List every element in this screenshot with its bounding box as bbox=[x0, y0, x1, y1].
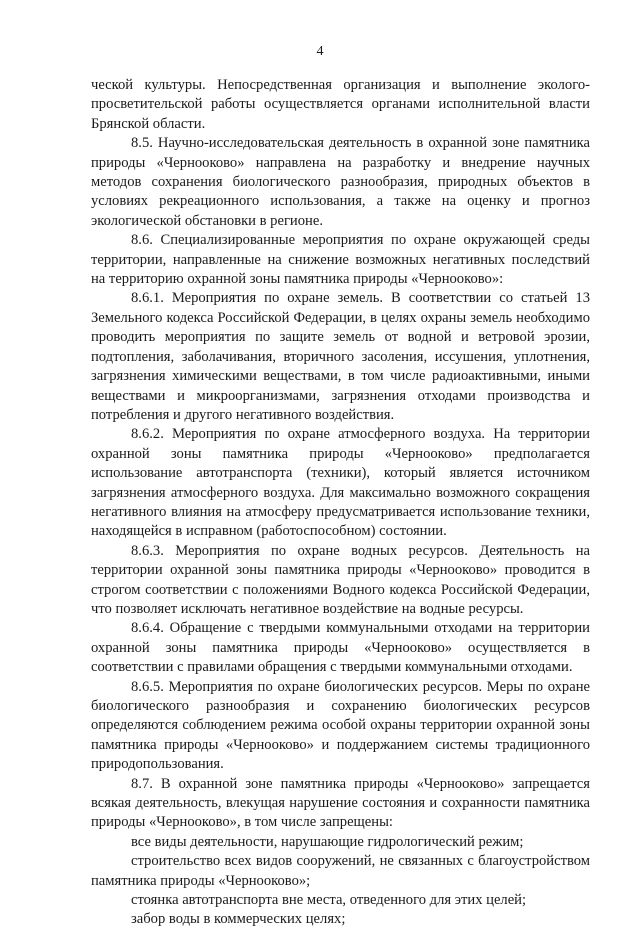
paragraph-8-6-2: 8.6.2. Мероприятия по охране атмосферного воздуха. На территории охранной зоны памятника природы «Чернооково» предполагается использование автотранспорта (техники), который является источником загрязнения атмосферного воздуха. Для максимально возможного сокращения негативного влияния на атмосферу предусматривается использование техники, находящейся в исправном (работоспособном) состоянии. bbox=[91, 426, 590, 540]
prohibition-item: стоянка автотранспорта вне места, отведенного для этих целей; bbox=[131, 892, 527, 909]
paragraph-8-7: 8.7. В охранной зоне памятника природы «Чернооково» запрещается всякая деятельность, влекущая нарушение состояния и сохранности памятника природы «Чернооково», в том числе запрещены: bbox=[91, 775, 590, 831]
page-number: 4 bbox=[316, 44, 324, 59]
prohibition-item: забор воды в коммерческих целях; bbox=[131, 911, 346, 928]
paragraph-8-5: 8.5. Научно-исследовательская деятельность в охранной зоне памятника природы «Чернооково» направлена на разработку и внедрение научных методов сохранения биологического разнообразия, природных объектов в условиях рекреационного использования, а также на оценку и прогноз экологической обстановки в регионе. bbox=[91, 135, 590, 229]
document-body bbox=[91, 76, 590, 930]
paragraph-8-6-4: 8.6.4. Обращение с твердыми коммунальными отходами на территории охранной зоны памятника природы «Чернооково» осуществляется в соответствии с правилами обращения с твердыми коммунальными отходами. bbox=[91, 620, 590, 676]
prohibition-item: строительство всех видов сооружений, не связанных с благоустройством памятника природы «Чернооково»; bbox=[91, 853, 590, 889]
paragraph-8-6-3: 8.6.3. Мероприятия по охране водных ресурсов. Деятельность на территории охранной зоны памятника природы «Чернооково» проводится в строгом соответствии с положениями Водного кодекса Российской Федерации, что позволяет исключать негативное воздействие на водные ресурсы. bbox=[91, 542, 590, 617]
paragraph-8-6-5: 8.6.5. Мероприятия по охране биологических ресурсов. Меры по охране биологического разнообразия и сохранению биологических ресурсов определяются соблюдением режима особой охраны территории охранной зоны памятника природы «Чернооково» и поддержанием системы традиционного природопользования. bbox=[91, 678, 590, 773]
paragraph-8-6-1: 8.6.1. Мероприятия по охране земель. В соответствии со статьей 13 Земельного кодекса Российской Федерации, в целях охраны земель необходимо проводить мероприятия по защите земель от водной и ветровой эрозии, подтопления, заболачивания, вторичного засоления, иссушения, уплотнения, загрязнения химическими веществами, в том числе радиоактивными, иными веществами и микроорганизмами, загрязнения отходами производства и потребления и другого негативного воздействия. bbox=[91, 290, 590, 423]
prohibition-item: все виды деятельности, нарушающие гидрологический режим; bbox=[131, 833, 524, 850]
paragraph-8-6: 8.6. Специализированные мероприятия по охране окружающей среды территории, направленные на снижение возможных негативных последствий на территорию охранной зоны памятника природы «Чернооково»: bbox=[91, 232, 590, 288]
paragraph-continuation: ческой культуры. Непосредственная организация и выполнение эколого-просветительской работы осуществляется органами исполнительной власти Брянской области. bbox=[91, 77, 590, 132]
